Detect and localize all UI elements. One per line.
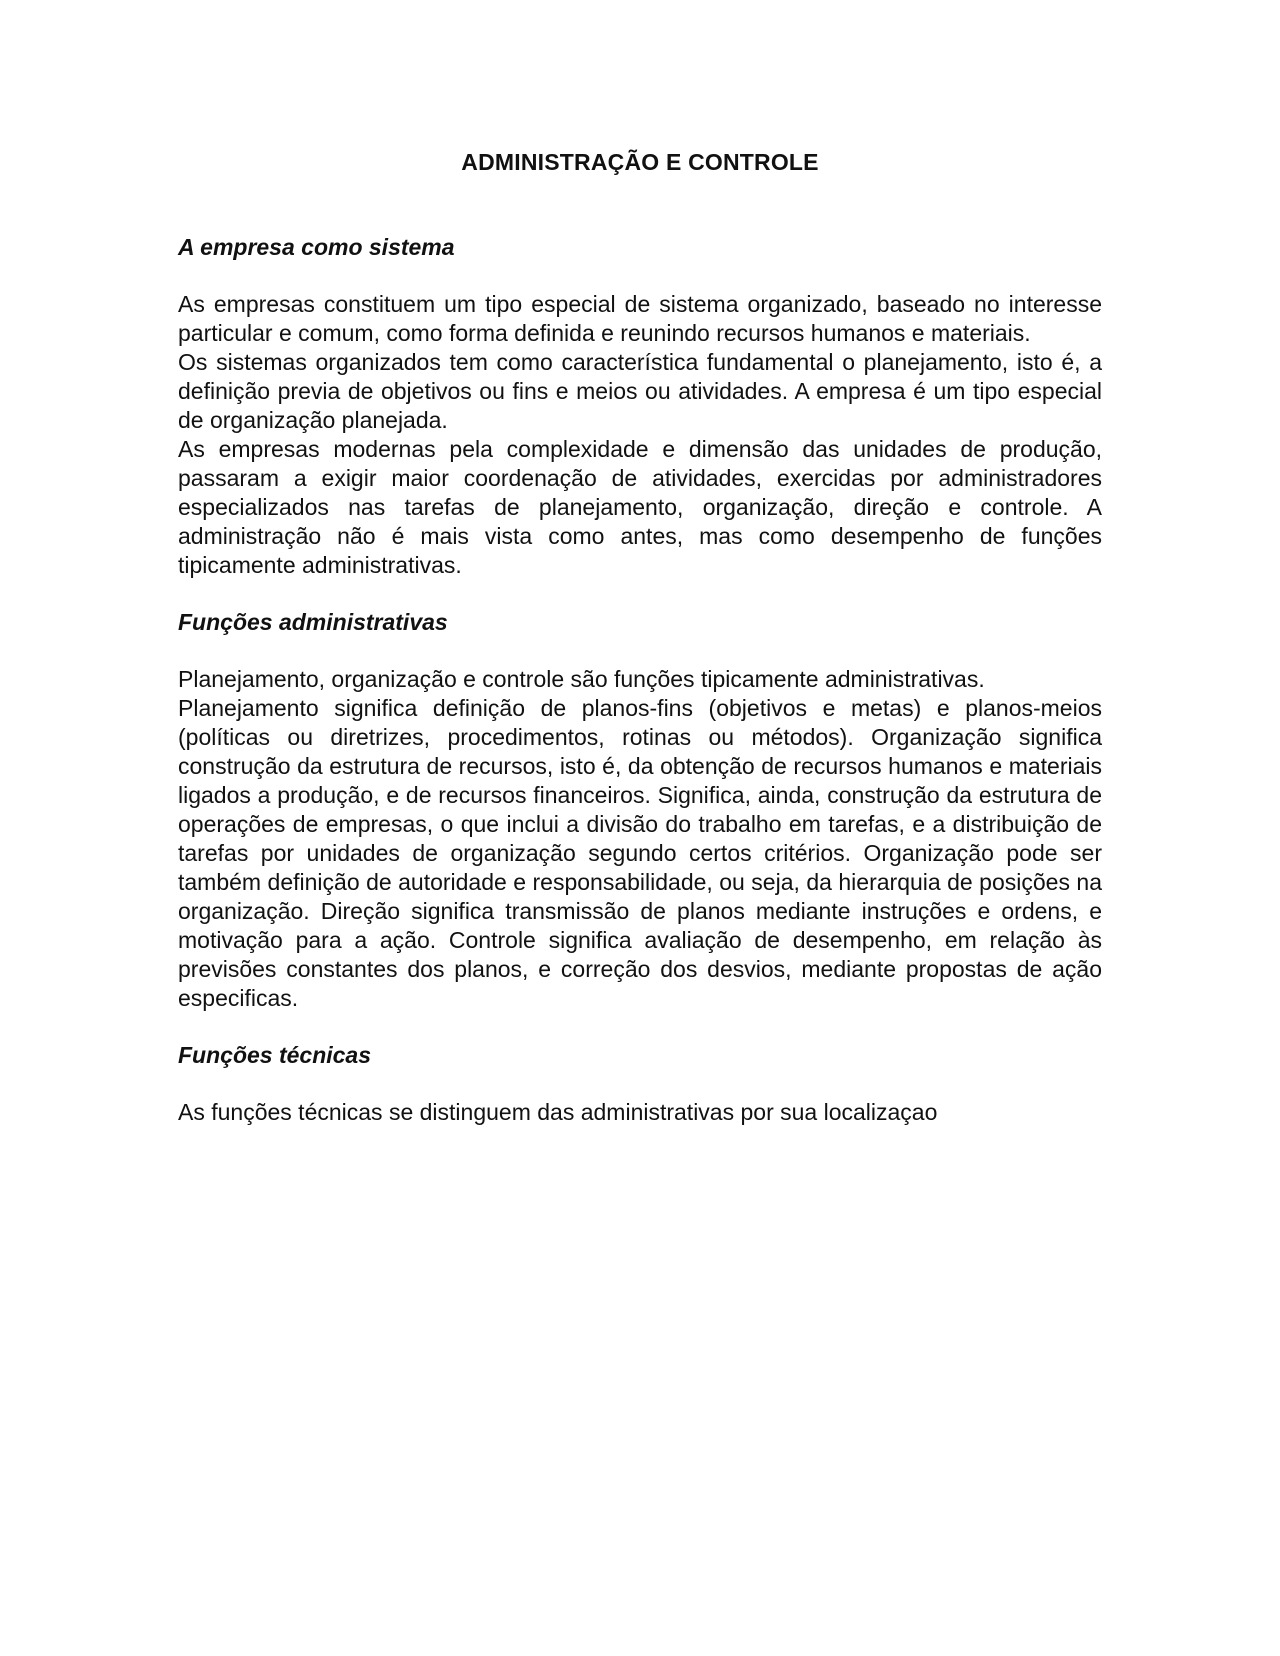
section-heading: Funções administrativas bbox=[178, 609, 448, 635]
paragraph: Planejamento, organização e controle são funções tipicamente administrativas. bbox=[178, 666, 985, 692]
document-body bbox=[178, 148, 1102, 1155]
paragraph: Planejamento significa definição de planos-fins (objetivos e metas) e planos-meios (políticas ou diretrizes, procedimentos, rotinas ou métodos). Organização significa construção da estrutura de recursos, isto é, da obtenção de recursos humanos e materiais ligados a produção, e de recursos financeiros. Significa, ainda, construção da estrutura de operações de empresas, o que inclui a divisão do trabalho em tarefas, e a distribuição de tarefas por unidades de organização segundo certos critérios. Organização pode ser também definição de autoridade e responsabilidade, ou seja, da hierarquia de posições na organização. Direção significa transmissão de planos mediante instruções e ordens, e motivação para a ação. Controle significa avaliação de desempenho, em relação às previsões constantes dos planos, e correção dos desvios, mediante propostas de ação especificas. bbox=[178, 695, 1102, 1011]
paragraph: As empresas constituem um tipo especial de sistema organizado, baseado no interesse particular e comum, como forma definida e reunindo recursos humanos e materiais. bbox=[178, 291, 1102, 346]
paragraph: As funções técnicas se distinguem das administrativas por sua localizaçao bbox=[178, 1099, 938, 1125]
section-funcoes-administrativas bbox=[178, 608, 1102, 1013]
section-heading: Funções técnicas bbox=[178, 1042, 372, 1068]
paragraph: Os sistemas organizados tem como característica fundamental o planejamento, isto é, a definição previa de objetivos ou fins e meios ou atividades. A empresa é um tipo especial de organização planejada. bbox=[178, 349, 1102, 433]
document-title: ADMINISTRAÇÃO E CONTROLE bbox=[461, 149, 819, 175]
section-heading: A empresa como sistema bbox=[178, 234, 455, 260]
paragraph: As empresas modernas pela complexidade e dimensão das unidades de produção, passaram a exigir maior coordenação de atividades, exercidas por administradores especializados nas tarefas de planejamento, organização, direção e controle. A administração não é mais vista como antes, mas como desempenho de funções tipicamente administrativas. bbox=[178, 436, 1102, 578]
section-funcoes-tecnicas bbox=[178, 1041, 1102, 1127]
section-empresa-como-sistema bbox=[178, 233, 1102, 580]
